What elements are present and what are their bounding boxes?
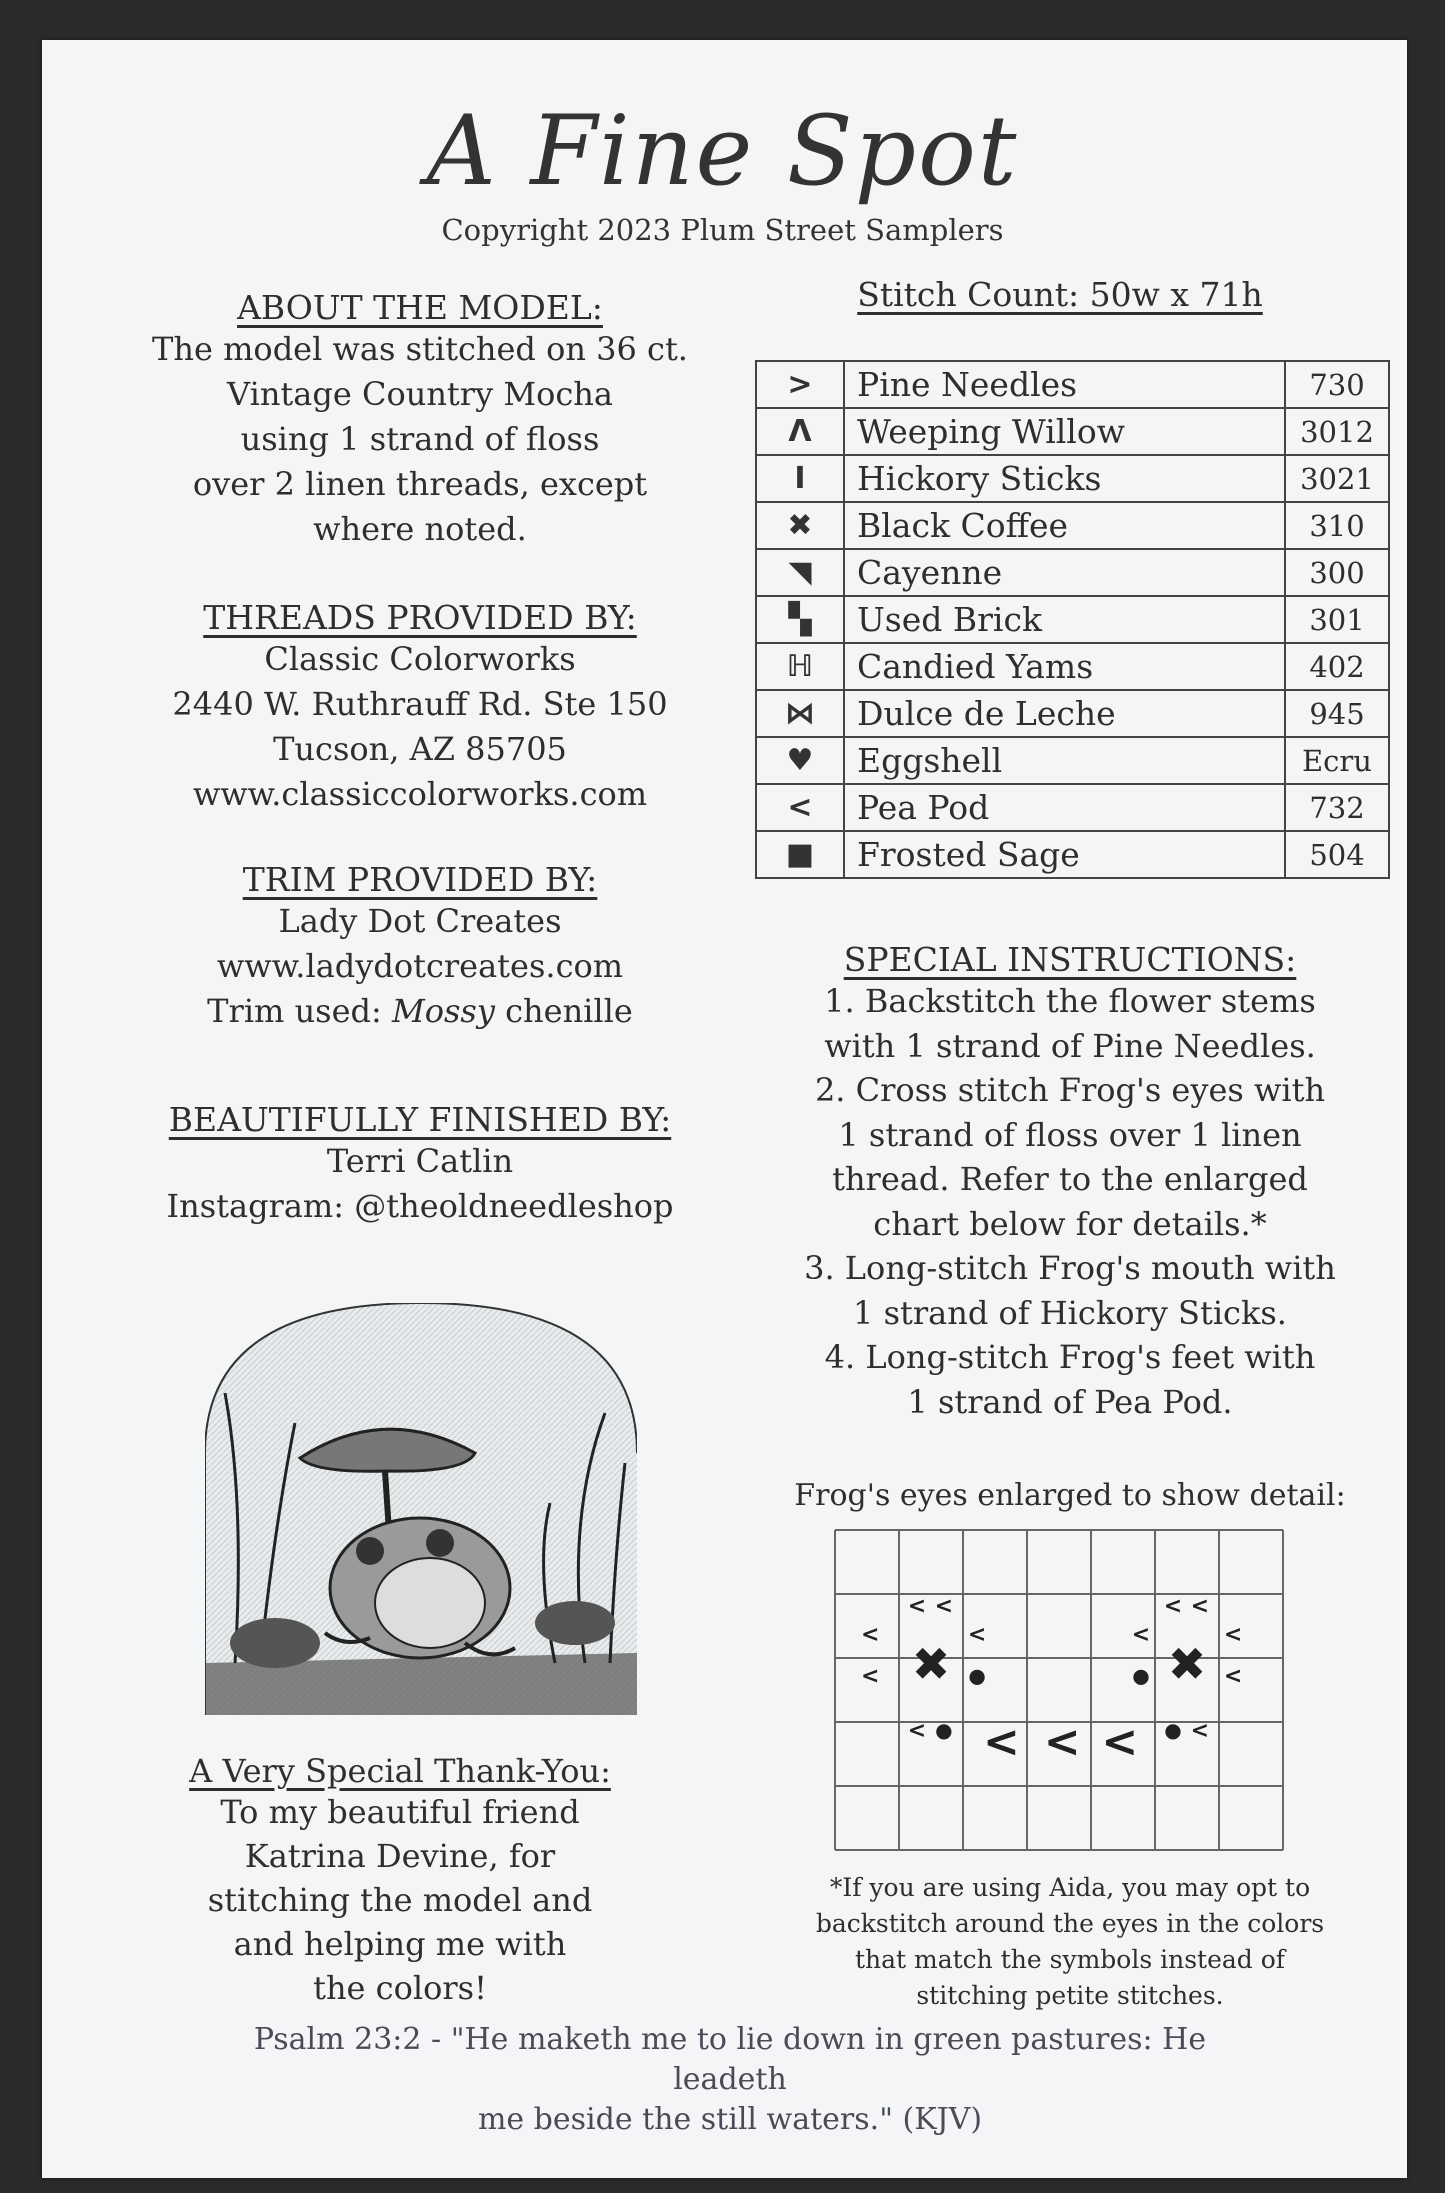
about-heading: ABOUT THE MODEL: xyxy=(237,288,603,327)
floss-row xyxy=(756,784,1389,831)
note-line: that match the symbols instead of xyxy=(854,1945,1286,1974)
instruction-line: 1. Backstitch the flower stems xyxy=(824,982,1316,1020)
floss-name: Cayenne xyxy=(844,549,1285,596)
note-line: backstitch around the eyes in the colors xyxy=(815,1909,1325,1938)
eye-stitch-symbol: < xyxy=(907,1718,927,1744)
eye-stitch-symbol: < xyxy=(1101,1716,1139,1768)
special-heading: SPECIAL INSTRUCTIONS: xyxy=(843,940,1297,979)
instruction-line: 2. Cross stitch Frog's eyes with xyxy=(814,1071,1326,1109)
instruction-line: 1 strand of floss over 1 linen xyxy=(838,1115,1302,1154)
eyes-chart-title: Frog's eyes enlarged to show detail: xyxy=(794,1478,1346,1513)
eye-stitch-symbol: < xyxy=(1131,1622,1151,1648)
floss-row xyxy=(756,596,1389,643)
floss-symbol: ℍ xyxy=(756,643,844,690)
instruction-line: 4. Long-stitch Frog's feet with xyxy=(824,1338,1316,1376)
floss-symbol: ▚ xyxy=(756,596,844,643)
floss-symbol: < xyxy=(756,784,844,831)
floss-row xyxy=(756,455,1389,502)
floss-number: 300 xyxy=(1285,549,1389,596)
about-line: over 2 linen threads, except xyxy=(192,465,648,503)
trim-used-prefix: Trim used: xyxy=(207,992,392,1030)
eye-stitch-symbol: ● xyxy=(1164,1718,1182,1743)
floss-number: 310 xyxy=(1285,502,1389,549)
about-section xyxy=(130,288,710,552)
eye-stitch-symbol: ✖ xyxy=(911,1637,951,1692)
psalm-line: Psalm 23:2 - "He maketh me to lie down in green pastures: He leadeth xyxy=(253,2022,1207,2097)
floss-number: 504 xyxy=(1285,831,1389,878)
floss-symbol: ♥ xyxy=(756,737,844,784)
finished-heading: BEAUTIFULLY FINISHED BY: xyxy=(168,1100,672,1139)
eye-stitch-symbol: < xyxy=(967,1622,987,1648)
eye-stitch-symbol: < xyxy=(934,1593,954,1619)
floss-symbol: I xyxy=(756,455,844,502)
trim-line: Lady Dot Creates xyxy=(278,902,562,940)
frog-illustration xyxy=(205,1303,637,1715)
floss-name: Frosted Sage xyxy=(844,831,1285,878)
thanks-heading: A Very Special Thank-You: xyxy=(189,1752,611,1790)
trim-heading: TRIM PROVIDED BY: xyxy=(242,860,598,899)
floss-symbol: Λ xyxy=(756,408,844,455)
eye-stitch-symbol: < xyxy=(1043,1716,1081,1768)
thanks-line: and helping me with xyxy=(233,1925,567,1963)
eye-stitch-symbol: ✖ xyxy=(1167,1637,1207,1692)
floss-row xyxy=(756,408,1389,455)
floss-row xyxy=(756,643,1389,690)
floss-number: 402 xyxy=(1285,643,1389,690)
instruction-line: 3. Long-stitch Frog's mouth with xyxy=(804,1249,1336,1287)
finished-line: Terri Catlin xyxy=(326,1142,514,1180)
note-line: *If you are using Aida, you may opt to xyxy=(829,1873,1311,1902)
psalm-verse xyxy=(200,2020,1260,2140)
about-line: The model was stitched on 36 ct. xyxy=(152,330,688,368)
trim-used xyxy=(130,989,710,1034)
floss-number: 945 xyxy=(1285,690,1389,737)
about-line: using 1 strand of floss xyxy=(240,420,600,458)
thanks-section xyxy=(170,1752,630,2010)
threads-section xyxy=(130,598,710,817)
floss-number: 732 xyxy=(1285,784,1389,831)
instruction-line: thread. Refer to the enlarged xyxy=(832,1160,1308,1198)
stitch-count: Stitch Count: 50w x 71h xyxy=(857,275,1263,314)
thanks-line: the colors! xyxy=(313,1969,487,2007)
floss-number: 3012 xyxy=(1285,408,1389,455)
floss-name: Black Coffee xyxy=(844,502,1285,549)
about-line: Vintage Country Mocha xyxy=(227,375,613,413)
floss-symbol: ⋈ xyxy=(756,690,844,737)
eye-stitch-symbol: < xyxy=(1190,1593,1210,1619)
special-instructions xyxy=(790,940,1350,1424)
floss-row xyxy=(756,361,1389,408)
floss-row xyxy=(756,831,1389,878)
floss-name: Hickory Sticks xyxy=(844,455,1285,502)
eye-stitch-symbol: < xyxy=(982,1716,1020,1768)
eye-stitch-symbol: < xyxy=(1163,1593,1183,1619)
finished-section xyxy=(130,1100,710,1229)
thanks-line: stitching the model and xyxy=(207,1881,593,1919)
note-line: stitching petite stitches. xyxy=(916,1981,1224,2010)
floss-name: Pea Pod xyxy=(844,784,1285,831)
floss-key-table xyxy=(755,360,1390,879)
instruction-line: chart below for details.* xyxy=(873,1204,1267,1243)
trim-used-name: Mossy xyxy=(391,992,495,1030)
floss-number: 730 xyxy=(1285,361,1389,408)
thanks-line: To my beautiful friend xyxy=(220,1793,580,1831)
trim-used-suffix: chenille xyxy=(494,992,633,1030)
finished-line: Instagram: @theoldneedleshop xyxy=(166,1187,674,1225)
floss-row xyxy=(756,549,1389,596)
threads-line: Tucson, AZ 85705 xyxy=(273,730,567,768)
psalm-line: me beside the still waters." (KJV) xyxy=(477,2102,983,2137)
frog-eyes-chart xyxy=(833,1528,1293,1858)
floss-symbol: > xyxy=(756,361,844,408)
eye-stitch-symbol: < xyxy=(907,1593,927,1619)
eye-stitch-symbol: < xyxy=(860,1622,880,1648)
floss-symbol: ✖ xyxy=(756,502,844,549)
floss-name: Pine Needles xyxy=(844,361,1285,408)
eye-stitch-symbol: ● xyxy=(1132,1663,1150,1688)
floss-name: Used Brick xyxy=(844,596,1285,643)
threads-heading: THREADS PROVIDED BY: xyxy=(203,598,637,637)
eye-stitch-symbol: ● xyxy=(968,1663,986,1688)
floss-name: Weeping Willow xyxy=(844,408,1285,455)
eye-stitch-symbol: < xyxy=(1223,1622,1243,1648)
floss-name: Candied Yams xyxy=(844,643,1285,690)
threads-line: Classic Colorworks xyxy=(264,640,576,678)
thanks-line: Katrina Devine, for xyxy=(244,1837,556,1875)
floss-symbol: ■ xyxy=(756,831,844,878)
floss-name: Eggshell xyxy=(844,737,1285,784)
eye-stitch-symbol: ● xyxy=(935,1718,953,1743)
floss-number: Ecru xyxy=(1285,737,1389,784)
instruction-line: 1 strand of Hickory Sticks. xyxy=(853,1293,1287,1332)
floss-name: Dulce de Leche xyxy=(844,690,1285,737)
floss-row xyxy=(756,502,1389,549)
aida-note xyxy=(790,1870,1350,2014)
trim-section xyxy=(130,860,710,1034)
trim-link[interactable]: www.ladydotcreates.com xyxy=(216,947,624,985)
threads-link[interactable]: www.classiccolorworks.com xyxy=(192,775,648,813)
copyright-line: Copyright 2023 Plum Street Samplers xyxy=(441,213,1004,247)
floss-number: 3021 xyxy=(1285,455,1389,502)
floss-row xyxy=(756,690,1389,737)
floss-row xyxy=(756,737,1389,784)
pattern-title: A Fine Spot xyxy=(426,95,1019,207)
eye-stitch-symbol: < xyxy=(1223,1664,1243,1690)
instruction-line: with 1 strand of Pine Needles. xyxy=(824,1026,1316,1065)
eye-stitch-symbol: < xyxy=(1190,1718,1210,1744)
about-line: where noted. xyxy=(313,510,527,548)
floss-symbol: ◥ xyxy=(756,549,844,596)
threads-line: 2440 W. Ruthrauff Rd. Ste 150 xyxy=(172,685,668,723)
floss-number: 301 xyxy=(1285,596,1389,643)
eye-stitch-symbol: < xyxy=(860,1664,880,1690)
instruction-line: 1 strand of Pea Pod. xyxy=(907,1382,1233,1421)
